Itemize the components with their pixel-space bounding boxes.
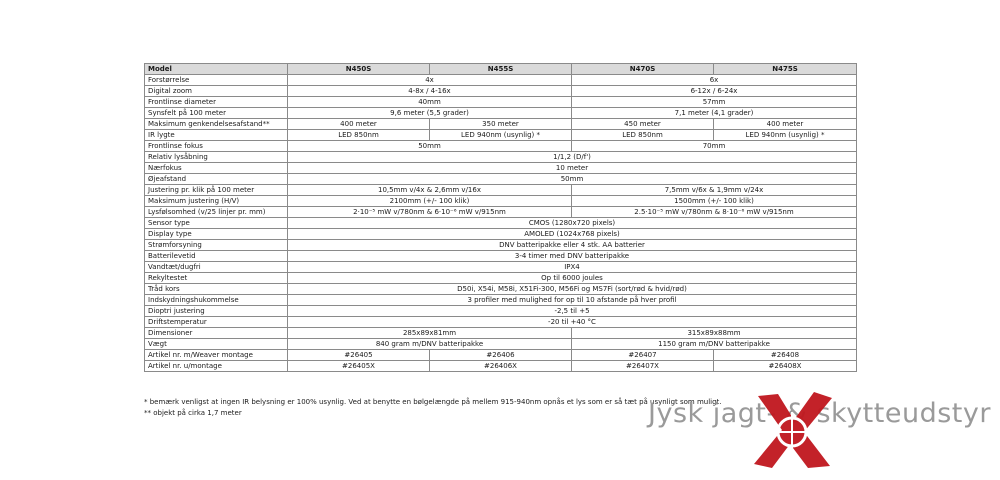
cell-n470s-n475s: 7,5mm v/6x & 1,9mm v/24x [572,185,857,196]
table-row [145,174,857,185]
cell-n475s: 400 meter [714,119,857,130]
row-label: Indskydningshukommelse [145,295,288,306]
cell-n475s: #26408 [714,350,857,361]
table-row [145,251,857,262]
row-label: Digital zoom [145,86,288,97]
row-label: Forstørrelse [145,75,288,86]
cell-n450s-n455s: 285x89x81mm [288,328,572,339]
row-label: Strømforsyning [145,240,288,251]
cell-n450s-n455s: 4-8x / 4-16x [288,86,572,97]
brand-logo [648,390,991,470]
cell-all-models: 1/1,2 (D/f') [288,152,857,163]
row-label: Batterilevetid [145,251,288,262]
cell-n470s-n475s: 6-12x / 6-24x [572,86,857,97]
spec-table [144,63,857,372]
table-row [145,152,857,163]
table-row [145,163,857,174]
brand-logo-text: Jysk jagt- & skytteudstyr [648,398,991,429]
cell-n450s-n455s: 4x [288,75,572,86]
cell-n475s: #26408X [714,361,857,372]
cell-n450s-n455s: 50mm [288,141,572,152]
table-row [145,328,857,339]
cell-all-models: DNV batteripakke eller 4 stk. AA batterier [288,240,857,251]
table-row [145,262,857,273]
row-label: Maksimum justering (H/V) [145,196,288,207]
cell-n455s: #26406 [430,350,572,361]
table-row [145,361,857,372]
row-label: Artikel nr. u/montage [145,361,288,372]
row-label: Dioptri justering [145,306,288,317]
cell-all-models: 3 profiler med mulighed for op til 10 afstande på hver profil [288,295,857,306]
table-row [145,207,857,218]
table-header-row [145,64,857,75]
row-label: Frontlinse diameter [145,97,288,108]
row-label: Relativ lysåbning [145,152,288,163]
cell-n470s: 450 meter [572,119,714,130]
cell-n450s-n455s: 10,5mm v/4x & 2,6mm v/16x [288,185,572,196]
cell-n450s: LED 850nm [288,130,430,141]
row-label: Nærfokus [145,163,288,174]
table-row [145,240,857,251]
cell-n450s-n455s: 9,6 meter (5,5 grader) [288,108,572,119]
table-row [145,185,857,196]
cell-n450s-n455s: 40mm [288,97,572,108]
cell-all-models: 50mm [288,174,857,185]
row-label: Maksimum genkendelsesafstand** [145,119,288,130]
header-n475s: N475S [714,64,857,75]
cell-n455s: 350 meter [430,119,572,130]
cell-n455s: LED 940nm (usynlig) * [430,130,572,141]
cell-n450s-n455s: 840 gram m/DNV batteripakke [288,339,572,350]
row-label: Artikel nr. m/Weaver montage [145,350,288,361]
row-label: Øjeafstand [145,174,288,185]
cell-n470s-n475s: 70mm [572,141,857,152]
row-label: Tråd kors [145,284,288,295]
table-row [145,295,857,306]
table-row [145,86,857,97]
header-n450s: N450S [288,64,430,75]
cell-n470s-n475s: 1500mm (+/- 100 klik) [572,196,857,207]
cell-n455s: #26406X [430,361,572,372]
row-label: Synsfelt på 100 meter [145,108,288,119]
cell-n470s-n475s: 315x89x88mm [572,328,857,339]
header-model: Model [145,64,288,75]
cell-all-models: Op til 6000 joules [288,273,857,284]
cell-n450s: 400 meter [288,119,430,130]
spec-table-body [145,75,857,372]
row-label: Frontlinse fokus [145,141,288,152]
crosshair-x-logo-icon [748,390,838,470]
table-row [145,306,857,317]
table-row [145,141,857,152]
row-label: Driftstemperatur [145,317,288,328]
cell-n470s-n475s: 6x [572,75,857,86]
row-label: Vægt [145,339,288,350]
cell-n450s: #26405X [288,361,430,372]
footnote-object: ** objekt på cirka 1,7 meter [144,409,242,417]
cell-n470s: #26407X [572,361,714,372]
table-row [145,108,857,119]
cell-n450s: #26405 [288,350,430,361]
cell-n450s-n455s: 2100mm (+/- 100 klik) [288,196,572,207]
footnotes [144,397,722,419]
row-label: Sensor type [145,218,288,229]
table-row [145,284,857,295]
cell-all-models: CMOS (1280x720 pixels) [288,218,857,229]
table-row [145,75,857,86]
cell-n470s: #26407 [572,350,714,361]
row-label: Lysfølsomhed (v/25 linjer pr. mm) [145,207,288,218]
cell-all-models: IPX4 [288,262,857,273]
cell-n450s-n455s: 2·10⁻⁵ mW v/780nm & 6·10⁻⁶ mW v/915nm [288,207,572,218]
table-row [145,130,857,141]
table-row [145,229,857,240]
table-row [145,119,857,130]
row-label: Justering pr. klik på 100 meter [145,185,288,196]
table-row [145,317,857,328]
table-row [145,339,857,350]
table-row [145,97,857,108]
header-n455s: N455S [430,64,572,75]
cell-all-models: -2,5 til +5 [288,306,857,317]
table-row [145,273,857,284]
row-label: Vandtæt/dugfri [145,262,288,273]
cell-n470s-n475s: 57mm [572,97,857,108]
cell-all-models: 3-4 timer med DNV batteripakke [288,251,857,262]
cell-all-models: -20 til +40 °C [288,317,857,328]
footnote-ir: * bemærk venligst at ingen IR belysning er 100% usynlig. Ved at benytte en bølgelængde på mellem 915-940nm opnås et lys som er så tæt på usynligt som muligt. [144,398,722,406]
cell-all-models: 10 meter [288,163,857,174]
table-row [145,196,857,207]
cell-all-models: AMOLED (1024x768 pixels) [288,229,857,240]
table-row [145,218,857,229]
row-label: Dimensioner [145,328,288,339]
table-row [145,350,857,361]
cell-n470s-n475s: 7,1 meter (4,1 grader) [572,108,857,119]
header-n470s: N470S [572,64,714,75]
cell-n470s-n475s: 1150 gram m/DNV batteripakke [572,339,857,350]
row-label: Rekyltestet [145,273,288,284]
cell-n475s: LED 940nm (usynlig) * [714,130,857,141]
cell-all-models: D50i, X54i, M58i, X51Fi-300, M56Fi og MS7Fi (sort/rød & hvid/rød) [288,284,857,295]
row-label: Display type [145,229,288,240]
row-label: IR lygte [145,130,288,141]
cell-n470s-n475s: 2.5·10⁻⁵ mW v/780nm & 8·10⁻⁶ mW v/915nm [572,207,857,218]
cell-n470s: LED 850nm [572,130,714,141]
